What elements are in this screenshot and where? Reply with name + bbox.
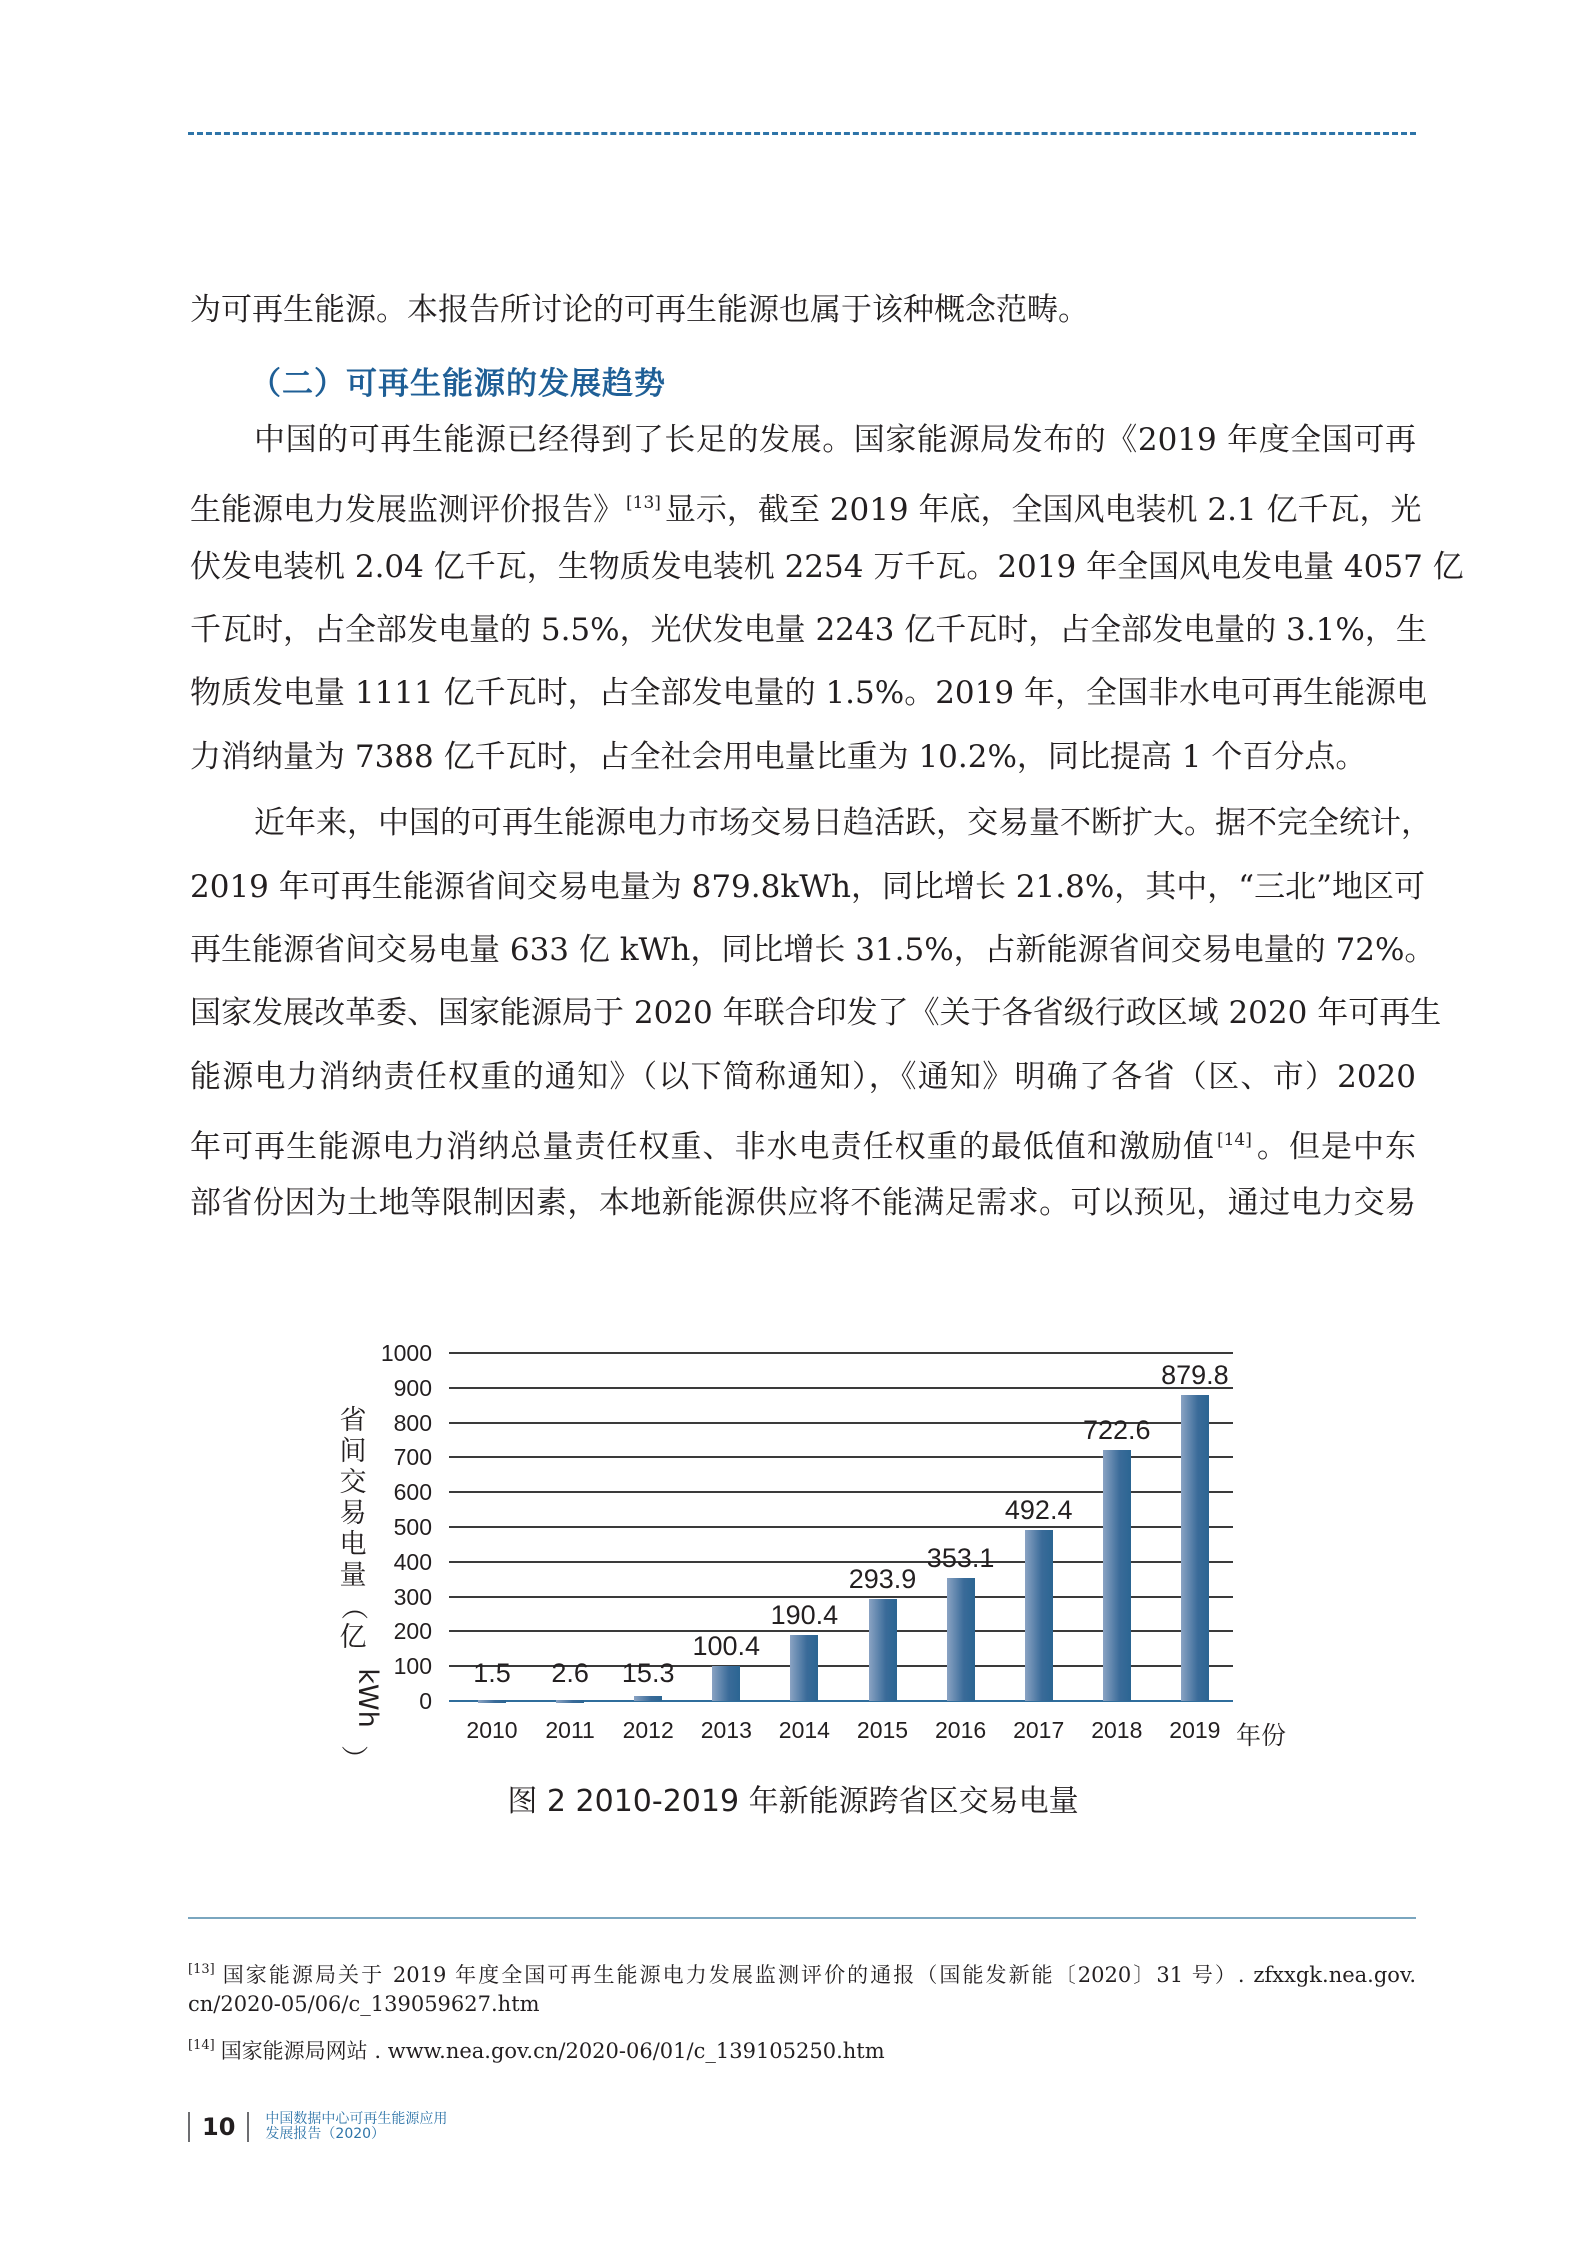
gridline [449,1387,1233,1389]
x-tick-label: 2010 [466,1717,518,1743]
footnote-13 [188,1956,1416,1989]
body-text-line: 伏发电装机 2.04 亿千瓦，生物质发电装机 2254 万千瓦。2019 年全国风电发电量 4057 亿 [190,549,1464,585]
x-tick-label: 2019 [1169,1717,1221,1743]
y-axis-label-char: 电 [339,1529,367,1560]
x-tick-label: 2016 [935,1717,987,1743]
x-axis-label: 年份 [1236,1721,1287,1750]
body-text-line [190,483,1422,530]
text-span: 生能源电力发展监测评价报告》 [190,492,624,528]
section-heading: （二）可再生能源的发展趋势 [250,366,666,402]
figure-caption: 图 2 2010-2019 年新能源跨省区交易电量 [507,1784,1079,1819]
x-tick-label: 2017 [1013,1717,1065,1743]
body-text-line: 再生能源省间交易电量 633 亿 kWh，同比增长 31.5%，占新能源省间交易电量的 72%。 [190,932,1436,968]
text-span: 。但是中东 [1255,1129,1417,1165]
bar-2013 [712,1666,740,1701]
y-axis-label-char: 交 [339,1467,367,1498]
bar-2014 [790,1635,818,1701]
bar-2015 [869,1599,897,1701]
bar-value-label: 190.4 [770,1599,839,1630]
footnote-text: 国家能源局网站 . www.nea.gov.cn/2020-06/01/c_139105250.htm [220,2039,885,2063]
y-tick-label: 100 [393,1653,432,1680]
y-axis-label [336,1405,383,1774]
footnote-13-cont: cn/2020-05/06/c_139059627.htm [188,1992,540,2016]
x-tick-label: 2012 [622,1717,674,1743]
footnote-marker: [14] [188,2038,215,2053]
body-text-line: 千瓦时，占全部发电量的 5.5%，光伏发电量 2243 亿千瓦时，占全部发电量的 3.1%，生 [190,612,1427,648]
y-tick-label: 800 [393,1409,432,1436]
bar-value-label: 2.6 [551,1658,589,1688]
bar-2016 [947,1578,975,1701]
y-axis-label-char: 间 [339,1436,367,1467]
y-tick-label: 200 [393,1618,432,1645]
x-tick-label: 2011 [545,1717,595,1743]
y-axis-label-char: （ [337,1593,369,1620]
gridline [449,1352,1233,1354]
footnote-text: 国家能源局关于 2019 年度全国可再生能源电力发展监测评价的通报（国能发新能〔2020〕31 号）. zfxxgk.nea.gov. [220,1963,1416,1987]
footnote-ref-14[interactable]: [14] [1216,1130,1252,1150]
header-dashed-rule [188,132,1416,135]
report-series-title [265,2112,447,2142]
footer-divider [247,2112,249,2142]
y-tick-label: 0 [419,1688,432,1714]
footnote-separator [188,1917,1416,1919]
y-axis-label-char: 量 [339,1560,367,1591]
x-tick-label: 2013 [700,1717,752,1743]
x-tick-label: 2014 [778,1717,830,1743]
bar-2011 [556,1700,584,1703]
y-tick-label: 400 [393,1548,432,1575]
body-text-line: 能源电力消纳责任权重的通知》（以下简称通知），《通知》明确了各省（区、市）2020 [190,1059,1416,1095]
bar-2017 [1025,1530,1053,1701]
bar-2010 [478,1700,506,1703]
text-span: 显示，截至 2019 年底，全国风电装机 2.1 亿千瓦，光 [664,492,1422,528]
y-axis-label-char: kWh [352,1668,383,1728]
footer-divider [188,2112,190,2142]
bar-value-label: 15.3 [621,1658,675,1688]
y-axis-label-char: 亿 [339,1622,367,1653]
page-footer [188,2110,447,2144]
bar-value-label: 879.8 [1161,1359,1229,1390]
y-tick-label: 900 [393,1374,432,1401]
x-tick-label: 2018 [1091,1717,1143,1743]
footnote-marker: [13] [188,1962,215,1977]
bar-value-label: 1.5 [473,1658,511,1688]
series-line: 发展报告（2020） [265,2126,386,2142]
y-tick-label: 500 [393,1514,432,1540]
footnote-ref-13[interactable]: [13] [626,493,661,513]
y-tick-label: 300 [393,1583,432,1610]
body-text-line: 国家发展改革委、国家能源局于 2020 年联合印发了《关于各省级行政区域 2020 年可再生 [190,995,1442,1031]
footnote-14 [188,2032,1416,2065]
y-tick-label: 600 [393,1479,432,1506]
body-text-line: 为可再生能源。本报告所讨论的可再生能源也属于该种概念范畴。 [190,292,1089,328]
page-number: 10 [202,2113,236,2141]
text-span: 年可再生能源电力消纳总量责任权重、非水电责任权重的最低值和激励值 [190,1129,1215,1165]
bar-value-label: 100.4 [692,1631,761,1662]
bar-2019 [1181,1395,1209,1701]
bar-2012 [634,1696,662,1701]
y-tick-label: 1000 [380,1340,432,1366]
y-axis-label-char: 省 [339,1405,367,1436]
body-text-line: 力消纳量为 7388 亿千瓦时，占全社会用电量比重为 10.2%，同比提高 1 个百分点。 [190,739,1367,775]
body-text-line [190,1120,1416,1167]
bar-value-label: 293.9 [848,1563,917,1594]
y-axis-label-char: 易 [339,1498,367,1529]
bar-value-label: 492.4 [1004,1494,1073,1525]
bar-value-label: 353.1 [926,1543,995,1574]
x-tick-label: 2015 [856,1717,909,1743]
bar-value-label: 722.6 [1083,1414,1151,1445]
y-axis-label-char: ） [337,1745,369,1772]
body-text-line: 部省份因为土地等限制因素，本地新能源供应将不能满足需求。可以预见，通过电力交易 [190,1185,1416,1221]
y-tick-label: 700 [393,1444,432,1471]
body-text-line: 物质发电量 1111 亿千瓦时，占全部发电量的 1.5%。2019 年，全国非水电可再生能源电 [190,675,1427,711]
body-text-line: 近年来，中国的可再生能源电力市场交易日趋活跃，交易量不断扩大。据不完全统计， [254,805,1432,841]
body-text-line: 2019 年可再生能源省间交易电量为 879.8kWh，同比增长 21.8%，其中，“三北”地区可 [190,869,1425,905]
bar-2018 [1103,1450,1131,1701]
body-text-line: 中国的可再生能源已经得到了长足的发展。国家能源局发布的《2019 年度全国可再 [254,422,1416,458]
series-line: 中国数据中心可再生能源应用 [265,2111,448,2127]
